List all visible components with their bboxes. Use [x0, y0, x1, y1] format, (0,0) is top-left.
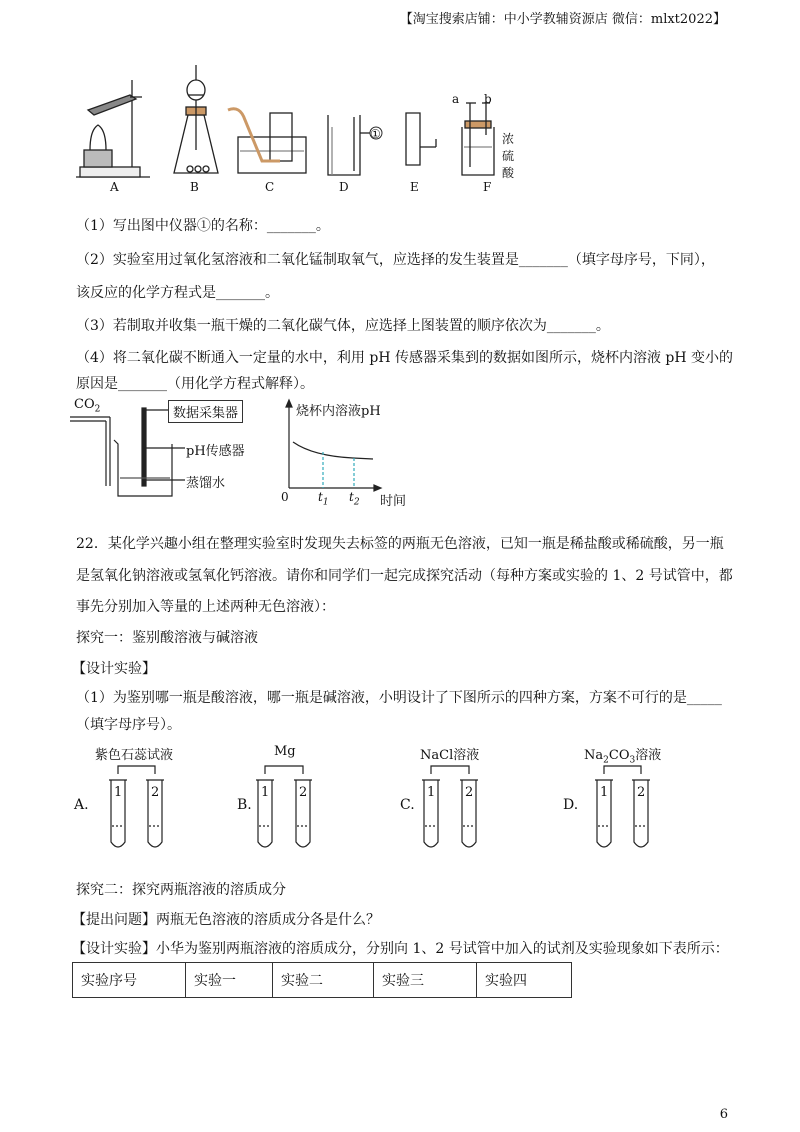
co2-label [74, 397, 100, 415]
q22-line1: 22．某化学兴趣小组在整理实验室时发现失去标签的两瓶无色溶液，已知一瓶是稀盐酸或稀硫酸，另一瓶 [76, 536, 724, 552]
scheme-b-reagent: Mg [274, 744, 296, 759]
tube-number-label: 2 [151, 785, 160, 800]
water-label: 蒸馏水 [186, 476, 226, 491]
sensor-label: pH传感器 [186, 444, 245, 459]
scheme-b-letter: B. [237, 797, 252, 813]
f-tube-b-label: b [484, 92, 492, 106]
apparatus-label-a: A [110, 180, 119, 194]
tube-number-label: 2 [299, 785, 308, 800]
marker-1-label: ① [370, 127, 381, 141]
reagent-bracket [118, 766, 155, 774]
q21-part4a: （4）将二氧化碳不断通入一定量的水中，利用 pH 传感器采集到的数据如图所示，烧杯内溶液 pH 变小的 [76, 350, 734, 366]
na-sub: 2 [603, 755, 609, 766]
f-acid-1: 浓 [502, 132, 515, 146]
co-sub: 3 [629, 755, 636, 766]
ph-t2 [349, 490, 360, 507]
q22-line2: 是氢氧化钠溶液或氢氧化钙溶液。请你和同学们一起完成探究活动（每种方案或实验的 1、2 号试管中，都 [76, 568, 733, 584]
table-header-cell: 实验二 [273, 963, 374, 998]
na-text: Na [584, 748, 604, 763]
q22-line3: 事先分别加入等量的上述两种无色溶液）： [76, 599, 335, 615]
tube-number-label: 2 [637, 785, 646, 800]
reagent-bracket [431, 766, 469, 774]
ph-xlabel: 时间 [380, 494, 407, 509]
q22-q1a: （1）为鉴别哪一瓶是酸溶液，哪一瓶是碱溶液，小明设计了下图所示的四种方案，方案不可行的是_____ [76, 690, 722, 706]
explore1-heading: 探究一：鉴别酸溶液与碱溶液 [76, 630, 258, 646]
reagent-bracket [604, 766, 641, 774]
t2-text: t [349, 490, 354, 504]
apparatus-label-d: D [339, 180, 349, 194]
page-header: 【淘宝搜索店铺：中小学教辅资源店 微信：mlxt2022】 [399, 12, 726, 27]
tube-number-label: 1 [427, 785, 436, 800]
q21-part2a: （2）实验室用过氧化氢溶液和二氧化锰制取氧气，应选择的发生装置是_______（填字母序号，下同）， [76, 252, 715, 268]
ph-ylabel: 烧杯内溶液pH [296, 404, 381, 419]
table-header-cell: 实验一 [186, 963, 273, 998]
table-header-row [73, 963, 572, 998]
scheme-d-letter: D. [563, 797, 579, 813]
q21-part1: （1）写出图中仪器①的名称：_______。 [76, 218, 330, 234]
ph-origin: 0 [281, 490, 289, 504]
page-number: 6 [719, 1107, 728, 1122]
explore2-heading: 探究二：探究两瓶溶液的溶质成分 [76, 882, 286, 898]
f-tube-a-label: a [452, 92, 460, 106]
tube-number-label: 1 [261, 785, 270, 800]
q21-part4b: 原因是_______（用化学方程式解释）。 [76, 376, 314, 392]
co-text: CO [608, 748, 630, 763]
scheme-c-reagent: NaCl溶液 [420, 748, 480, 763]
ph-t1 [318, 490, 329, 507]
table-header-cell: 实验序号 [73, 963, 186, 998]
q21-part2b: 该反应的化学方程式是_______。 [76, 285, 279, 301]
table-header-cell: 实验四 [477, 963, 572, 998]
apparatus-label-e: E [410, 180, 419, 194]
apparatus-figure [70, 55, 540, 195]
scheme-a-letter: A. [74, 797, 89, 813]
design2-heading: 【设计实验】小华为鉴别两瓶溶液的溶质成分，分别向 1、2 号试管中加入的试剂及实验现象如下表所示： [72, 941, 729, 957]
co2-sub: 2 [94, 404, 101, 415]
t2-sub: 2 [353, 497, 360, 508]
q22-q1b: （填字母序号）。 [76, 717, 181, 733]
solution-text: 溶液 [635, 748, 662, 763]
collector-label: 数据采集器 [173, 406, 239, 421]
collector-box [168, 400, 243, 423]
scheme-c-letter: C. [400, 797, 415, 813]
apparatus-label-c: C [265, 180, 275, 194]
reagent-bracket [265, 766, 303, 774]
t1-sub: 1 [322, 497, 329, 508]
q21-part3: （3）若制取并收集一瓶干燥的二氧化碳气体，应选择上图装置的顺序依次为_______。 [76, 318, 610, 334]
apparatus-label-b: B [190, 180, 199, 194]
experiment-table [72, 962, 572, 998]
f-acid-2: 硫 [502, 149, 515, 163]
t1-text: t [318, 490, 323, 504]
tube-number-label: 1 [114, 785, 123, 800]
question-heading: 【提出问题】两瓶无色溶液的溶质成分各是什么？ [72, 912, 380, 928]
tube-number-label: 2 [465, 785, 474, 800]
table-header-cell: 实验三 [374, 963, 477, 998]
f-acid-3: 酸 [502, 166, 515, 180]
co2-text: CO [74, 397, 95, 412]
test-tubes-figure [0, 760, 800, 860]
apparatus-label-f: F [483, 180, 492, 194]
scheme-a-reagent: 紫色石蕊试液 [95, 748, 174, 763]
design-heading: 【设计实验】 [72, 661, 156, 677]
tube-number-label: 1 [600, 785, 609, 800]
